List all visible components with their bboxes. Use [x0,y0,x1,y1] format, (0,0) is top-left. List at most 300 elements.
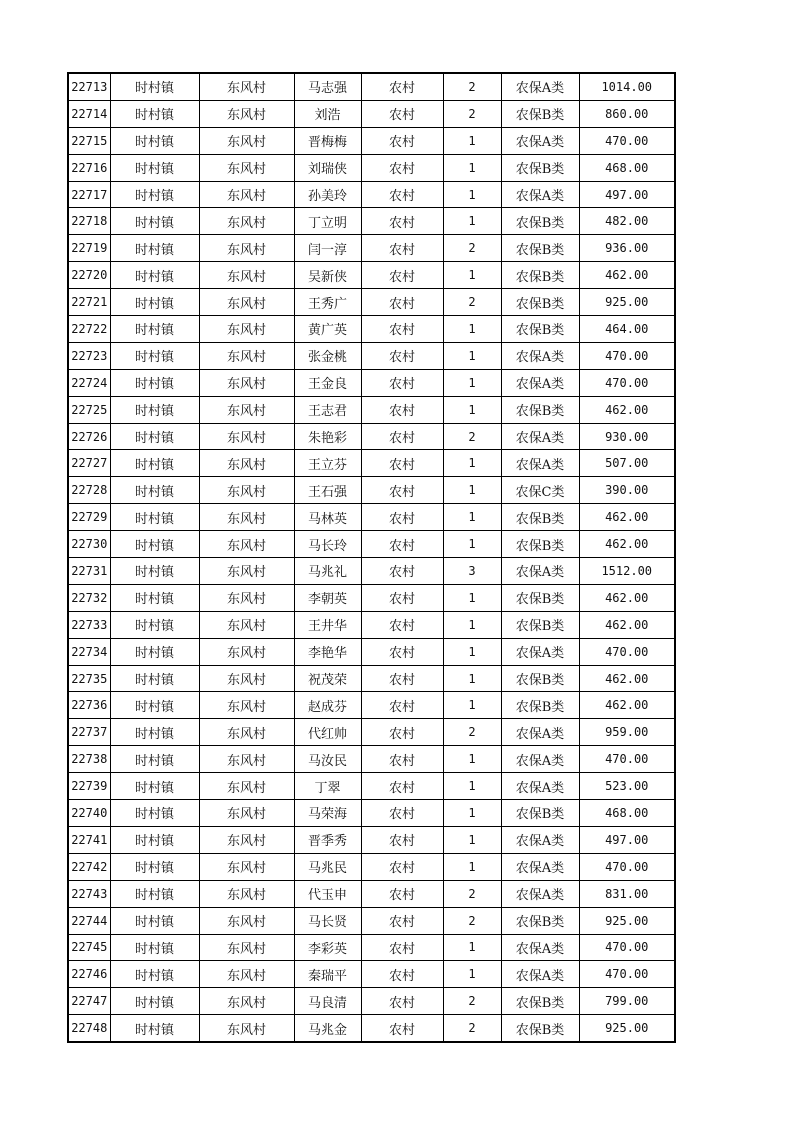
village-cell: 东风村 [199,665,294,692]
record-id-cell: 22737 [68,719,110,746]
amount-cell: 507.00 [579,450,675,477]
record-id-cell: 22746 [68,961,110,988]
table-row [68,531,675,558]
household-count-cell: 1 [443,584,501,611]
town-cell: 时村镇 [110,100,199,127]
table-row [68,342,675,369]
record-id-cell: 22731 [68,558,110,585]
category-cell: 农保A类 [501,853,579,880]
category-cell: 农保B类 [501,235,579,262]
area-type-cell: 农村 [361,450,443,477]
name-cell: 马兆礼 [294,558,361,585]
category-cell: 农保A类 [501,880,579,907]
household-count-cell: 2 [443,1015,501,1042]
amount-cell: 936.00 [579,235,675,262]
amount-cell: 470.00 [579,961,675,988]
category-cell: 农保A类 [501,961,579,988]
area-type-cell: 农村 [361,638,443,665]
record-id-cell: 22728 [68,477,110,504]
name-cell: 李朝英 [294,584,361,611]
record-id-cell: 22742 [68,853,110,880]
table-row [68,100,675,127]
area-type-cell: 农村 [361,746,443,773]
town-cell: 时村镇 [110,692,199,719]
town-cell: 时村镇 [110,531,199,558]
table-row [68,423,675,450]
household-count-cell: 1 [443,262,501,289]
household-count-cell: 1 [443,181,501,208]
table-row [68,181,675,208]
category-cell: 农保B类 [501,531,579,558]
name-cell: 刘浩 [294,100,361,127]
town-cell: 时村镇 [110,504,199,531]
town-cell: 时村镇 [110,316,199,343]
village-cell: 东风村 [199,988,294,1015]
town-cell: 时村镇 [110,746,199,773]
village-cell: 东风村 [199,1015,294,1042]
town-cell: 时村镇 [110,235,199,262]
village-cell: 东风村 [199,638,294,665]
village-cell: 东风村 [199,154,294,181]
category-cell: 农保B类 [501,504,579,531]
village-cell: 东风村 [199,558,294,585]
category-cell: 农保A类 [501,934,579,961]
area-type-cell: 农村 [361,853,443,880]
category-cell: 农保A类 [501,638,579,665]
amount-cell: 930.00 [579,423,675,450]
name-cell: 丁翠 [294,773,361,800]
name-cell: 王志君 [294,396,361,423]
town-cell: 时村镇 [110,262,199,289]
village-cell: 东风村 [199,531,294,558]
amount-cell: 468.00 [579,154,675,181]
amount-cell: 470.00 [579,127,675,154]
village-cell: 东风村 [199,853,294,880]
village-cell: 东风村 [199,450,294,477]
record-id-cell: 22723 [68,342,110,369]
table-row [68,611,675,638]
record-id-cell: 22729 [68,504,110,531]
amount-cell: 462.00 [579,262,675,289]
village-cell: 东风村 [199,477,294,504]
area-type-cell: 农村 [361,504,443,531]
category-cell: 农保C类 [501,477,579,504]
area-type-cell: 农村 [361,423,443,450]
household-count-cell: 2 [443,235,501,262]
table-row [68,826,675,853]
area-type-cell: 农村 [361,826,443,853]
area-type-cell: 农村 [361,1015,443,1042]
area-type-cell: 农村 [361,773,443,800]
name-cell: 马林英 [294,504,361,531]
amount-cell: 470.00 [579,853,675,880]
household-count-cell: 1 [443,638,501,665]
category-cell: 农保B类 [501,262,579,289]
name-cell: 祝茂荣 [294,665,361,692]
village-cell: 东风村 [199,961,294,988]
town-cell: 时村镇 [110,826,199,853]
household-count-cell: 2 [443,907,501,934]
category-cell: 农保B类 [501,1015,579,1042]
category-cell: 农保B类 [501,800,579,827]
area-type-cell: 农村 [361,907,443,934]
amount-cell: 462.00 [579,584,675,611]
name-cell: 马兆民 [294,853,361,880]
amount-cell: 470.00 [579,746,675,773]
village-cell: 东风村 [199,907,294,934]
name-cell: 晋季秀 [294,826,361,853]
town-cell: 时村镇 [110,853,199,880]
village-cell: 东风村 [199,423,294,450]
name-cell: 张金桃 [294,342,361,369]
record-id-cell: 22719 [68,235,110,262]
record-id-cell: 22713 [68,73,110,100]
table-row [68,746,675,773]
record-id-cell: 22748 [68,1015,110,1042]
area-type-cell: 农村 [361,100,443,127]
record-id-cell: 22736 [68,692,110,719]
record-id-cell: 22747 [68,988,110,1015]
table-row [68,638,675,665]
table-row [68,73,675,100]
name-cell: 丁立明 [294,208,361,235]
area-type-cell: 农村 [361,719,443,746]
amount-cell: 925.00 [579,1015,675,1042]
village-cell: 东风村 [199,316,294,343]
town-cell: 时村镇 [110,558,199,585]
name-cell: 朱艳彩 [294,423,361,450]
table-row [68,773,675,800]
town-cell: 时村镇 [110,665,199,692]
category-cell: 农保A类 [501,181,579,208]
town-cell: 时村镇 [110,127,199,154]
town-cell: 时村镇 [110,638,199,665]
household-count-cell: 1 [443,396,501,423]
area-type-cell: 农村 [361,289,443,316]
amount-cell: 464.00 [579,316,675,343]
category-cell: 农保A类 [501,773,579,800]
amount-cell: 468.00 [579,800,675,827]
record-id-cell: 22727 [68,450,110,477]
area-type-cell: 农村 [361,208,443,235]
table-row [68,289,675,316]
area-type-cell: 农村 [361,692,443,719]
record-id-cell: 22718 [68,208,110,235]
record-id-cell: 22722 [68,316,110,343]
town-cell: 时村镇 [110,880,199,907]
amount-cell: 523.00 [579,773,675,800]
area-type-cell: 农村 [361,880,443,907]
record-id-cell: 22716 [68,154,110,181]
record-id-cell: 22725 [68,396,110,423]
area-type-cell: 农村 [361,934,443,961]
town-cell: 时村镇 [110,181,199,208]
area-type-cell: 农村 [361,531,443,558]
category-cell: 农保A类 [501,826,579,853]
town-cell: 时村镇 [110,773,199,800]
record-id-cell: 22721 [68,289,110,316]
household-count-cell: 2 [443,880,501,907]
village-cell: 东风村 [199,100,294,127]
village-cell: 东风村 [199,73,294,100]
table-row [68,558,675,585]
table-row [68,1015,675,1042]
name-cell: 李彩英 [294,934,361,961]
table-body [68,73,675,1042]
table-row [68,961,675,988]
area-type-cell: 农村 [361,611,443,638]
table-row [68,154,675,181]
village-cell: 东风村 [199,584,294,611]
amount-cell: 925.00 [579,907,675,934]
table-row [68,584,675,611]
record-id-cell: 22740 [68,800,110,827]
town-cell: 时村镇 [110,584,199,611]
town-cell: 时村镇 [110,1015,199,1042]
name-cell: 晋梅梅 [294,127,361,154]
record-id-cell: 22733 [68,611,110,638]
record-id-cell: 22744 [68,907,110,934]
household-count-cell: 1 [443,773,501,800]
record-id-cell: 22717 [68,181,110,208]
name-cell: 马荣海 [294,800,361,827]
town-cell: 时村镇 [110,369,199,396]
village-cell: 东风村 [199,342,294,369]
village-cell: 东风村 [199,289,294,316]
amount-cell: 497.00 [579,826,675,853]
village-cell: 东风村 [199,235,294,262]
record-id-cell: 22732 [68,584,110,611]
area-type-cell: 农村 [361,73,443,100]
category-cell: 农保B类 [501,316,579,343]
town-cell: 时村镇 [110,961,199,988]
area-type-cell: 农村 [361,800,443,827]
category-cell: 农保A类 [501,127,579,154]
table-row [68,800,675,827]
record-id-cell: 22726 [68,423,110,450]
category-cell: 农保B类 [501,665,579,692]
category-cell: 农保B类 [501,289,579,316]
amount-cell: 462.00 [579,611,675,638]
category-cell: 农保B类 [501,988,579,1015]
record-id-cell: 22715 [68,127,110,154]
table-row [68,477,675,504]
table-row [68,235,675,262]
town-cell: 时村镇 [110,396,199,423]
area-type-cell: 农村 [361,477,443,504]
village-cell: 东风村 [199,773,294,800]
town-cell: 时村镇 [110,907,199,934]
town-cell: 时村镇 [110,611,199,638]
amount-cell: 799.00 [579,988,675,1015]
amount-cell: 470.00 [579,342,675,369]
household-count-cell: 1 [443,611,501,638]
record-id-cell: 22714 [68,100,110,127]
village-cell: 东风村 [199,826,294,853]
category-cell: 农保A类 [501,450,579,477]
amount-cell: 462.00 [579,665,675,692]
town-cell: 时村镇 [110,988,199,1015]
household-count-cell: 3 [443,558,501,585]
village-cell: 东风村 [199,396,294,423]
household-count-cell: 2 [443,423,501,450]
name-cell: 马兆金 [294,1015,361,1042]
household-count-cell: 2 [443,289,501,316]
household-count-cell: 1 [443,800,501,827]
amount-cell: 959.00 [579,719,675,746]
name-cell: 吴新侠 [294,262,361,289]
category-cell: 农保B类 [501,692,579,719]
town-cell: 时村镇 [110,289,199,316]
household-count-cell: 1 [443,746,501,773]
household-count-cell: 1 [443,369,501,396]
village-cell: 东风村 [199,692,294,719]
village-cell: 东风村 [199,719,294,746]
name-cell: 闫一淳 [294,235,361,262]
area-type-cell: 农村 [361,127,443,154]
amount-cell: 925.00 [579,289,675,316]
village-cell: 东风村 [199,127,294,154]
town-cell: 时村镇 [110,342,199,369]
household-count-cell: 1 [443,826,501,853]
record-id-cell: 22741 [68,826,110,853]
household-count-cell: 1 [443,450,501,477]
town-cell: 时村镇 [110,73,199,100]
table-row [68,262,675,289]
category-cell: 农保A类 [501,558,579,585]
name-cell: 马良清 [294,988,361,1015]
village-cell: 东风村 [199,934,294,961]
household-count-cell: 1 [443,531,501,558]
amount-cell: 462.00 [579,531,675,558]
table-row [68,907,675,934]
amount-cell: 860.00 [579,100,675,127]
amount-cell: 462.00 [579,504,675,531]
name-cell: 李艳华 [294,638,361,665]
name-cell: 代玉申 [294,880,361,907]
name-cell: 王金良 [294,369,361,396]
name-cell: 秦瑞平 [294,961,361,988]
table-row [68,369,675,396]
category-cell: 农保A类 [501,746,579,773]
name-cell: 马长贤 [294,907,361,934]
record-id-cell: 22745 [68,934,110,961]
area-type-cell: 农村 [361,665,443,692]
amount-cell: 462.00 [579,396,675,423]
amount-cell: 470.00 [579,934,675,961]
area-type-cell: 农村 [361,961,443,988]
area-type-cell: 农村 [361,235,443,262]
household-count-cell: 1 [443,154,501,181]
village-cell: 东风村 [199,504,294,531]
name-cell: 马汝民 [294,746,361,773]
household-count-cell: 1 [443,208,501,235]
category-cell: 农保B类 [501,611,579,638]
table-row [68,719,675,746]
name-cell: 刘瑞侠 [294,154,361,181]
table-row [68,450,675,477]
table-row [68,988,675,1015]
village-cell: 东风村 [199,880,294,907]
name-cell: 王秀广 [294,289,361,316]
category-cell: 农保A类 [501,719,579,746]
area-type-cell: 农村 [361,584,443,611]
village-cell: 东风村 [199,800,294,827]
area-type-cell: 农村 [361,316,443,343]
village-cell: 东风村 [199,746,294,773]
household-count-cell: 1 [443,342,501,369]
amount-cell: 482.00 [579,208,675,235]
area-type-cell: 农村 [361,342,443,369]
table-row [68,208,675,235]
town-cell: 时村镇 [110,450,199,477]
household-count-cell: 2 [443,719,501,746]
category-cell: 农保A类 [501,73,579,100]
table-row [68,504,675,531]
village-cell: 东风村 [199,208,294,235]
household-count-cell: 1 [443,127,501,154]
village-cell: 东风村 [199,262,294,289]
area-type-cell: 农村 [361,262,443,289]
table-row [68,665,675,692]
amount-cell: 1512.00 [579,558,675,585]
table-row [68,934,675,961]
household-count-cell: 1 [443,692,501,719]
record-id-cell: 22734 [68,638,110,665]
record-id-cell: 22739 [68,773,110,800]
table-row [68,853,675,880]
household-count-cell: 2 [443,100,501,127]
category-cell: 农保B类 [501,907,579,934]
name-cell: 王井华 [294,611,361,638]
record-id-cell: 22735 [68,665,110,692]
record-id-cell: 22730 [68,531,110,558]
name-cell: 孙美玲 [294,181,361,208]
amount-cell: 497.00 [579,181,675,208]
name-cell: 代红帅 [294,719,361,746]
area-type-cell: 农村 [361,369,443,396]
amount-cell: 462.00 [579,692,675,719]
amount-cell: 470.00 [579,369,675,396]
category-cell: 农保A类 [501,342,579,369]
table-row [68,880,675,907]
household-count-cell: 1 [443,961,501,988]
area-type-cell: 农村 [361,558,443,585]
name-cell: 王立芬 [294,450,361,477]
category-cell: 农保A类 [501,369,579,396]
amount-cell: 470.00 [579,638,675,665]
record-id-cell: 22738 [68,746,110,773]
town-cell: 时村镇 [110,208,199,235]
category-cell: 农保B类 [501,208,579,235]
town-cell: 时村镇 [110,423,199,450]
household-count-cell: 1 [443,665,501,692]
name-cell: 马志强 [294,73,361,100]
category-cell: 农保A类 [501,423,579,450]
area-type-cell: 农村 [361,181,443,208]
name-cell: 王石强 [294,477,361,504]
household-count-cell: 1 [443,477,501,504]
table-row [68,692,675,719]
household-count-cell: 2 [443,988,501,1015]
area-type-cell: 农村 [361,988,443,1015]
name-cell: 黄广英 [294,316,361,343]
household-count-cell: 1 [443,316,501,343]
table-row [68,316,675,343]
town-cell: 时村镇 [110,477,199,504]
name-cell: 马长玲 [294,531,361,558]
category-cell: 农保B类 [501,100,579,127]
